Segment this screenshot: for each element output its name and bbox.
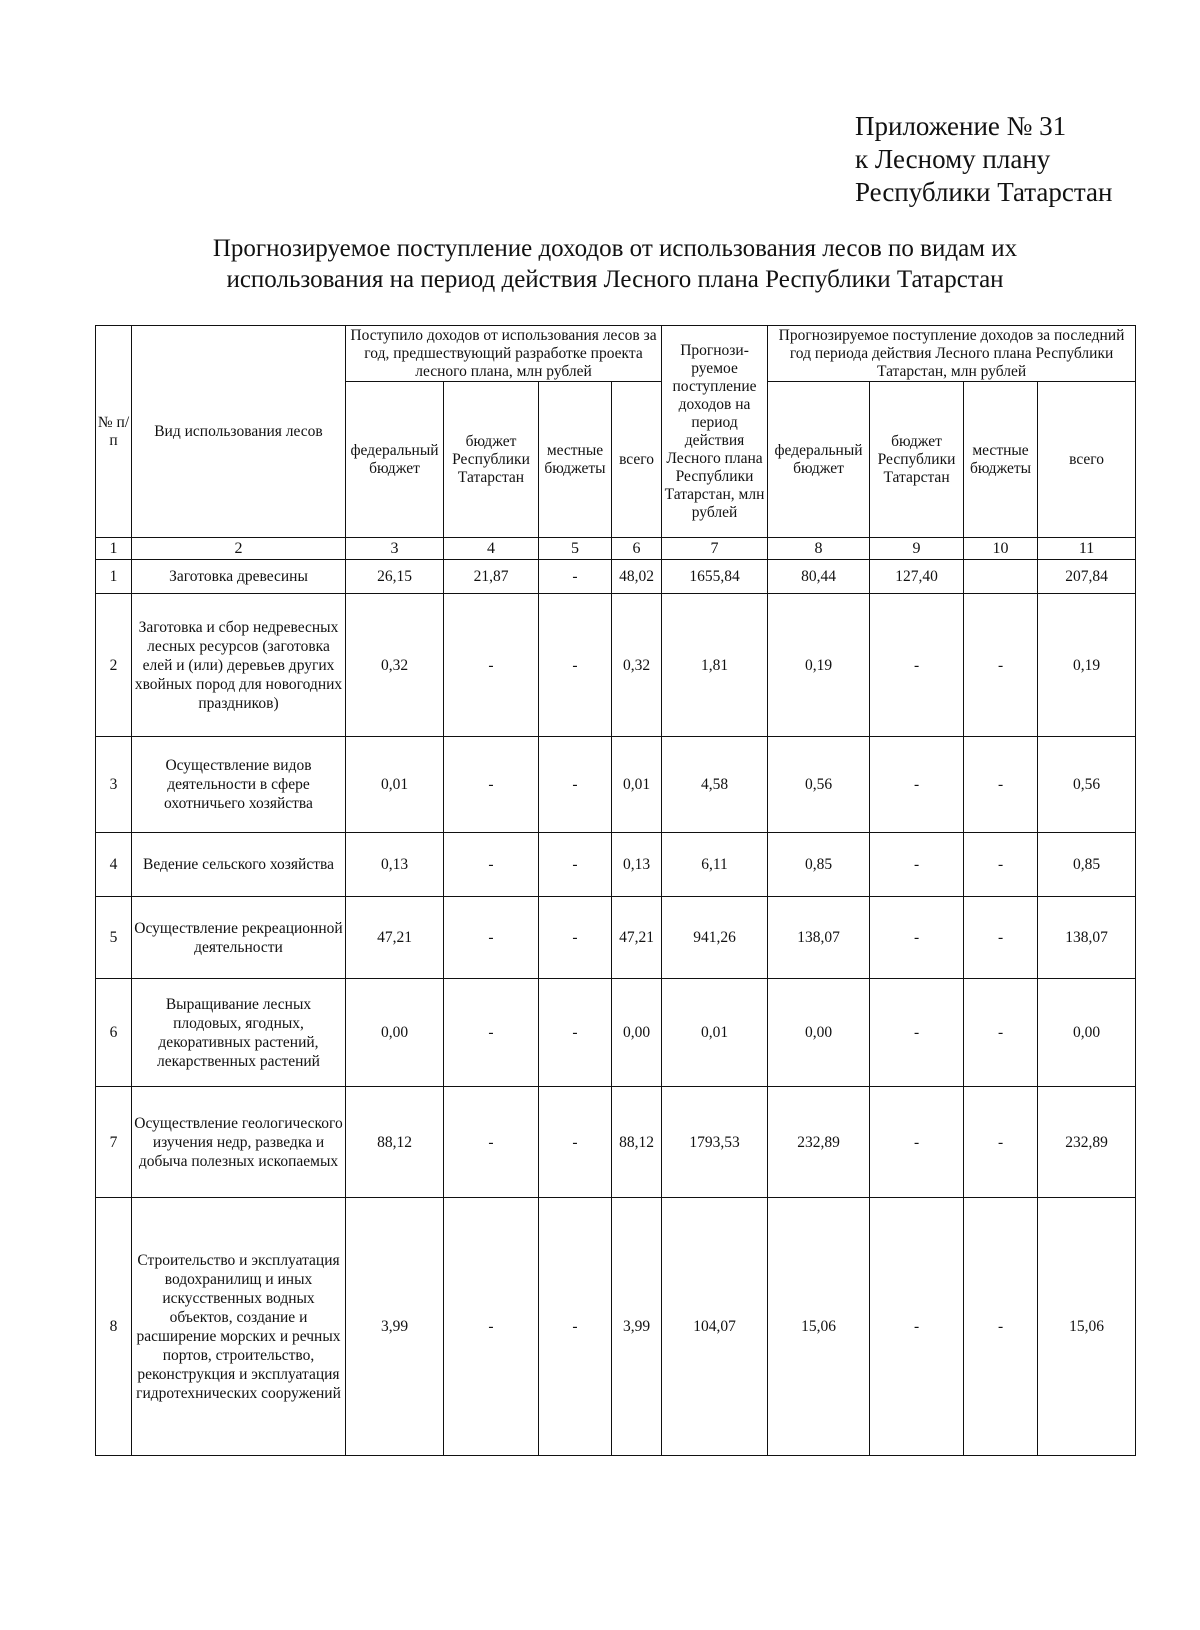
cell-forecast-republic: -: [870, 897, 964, 979]
cell-federal: 3,99: [346, 1198, 444, 1456]
column-number: 9: [870, 538, 964, 560]
cell-total: 3,99: [612, 1198, 662, 1456]
table-row: [96, 1087, 1136, 1198]
cell-forecast-total-last: 0,00: [1038, 979, 1136, 1087]
cell-forecast-republic: 127,40: [870, 560, 964, 594]
row-number: 3: [96, 737, 132, 833]
cell-forecast-local: -: [964, 833, 1038, 897]
cell-forecast-total: 1655,84: [662, 560, 768, 594]
cell-total: 0,01: [612, 737, 662, 833]
cell-forecast-total-last: 0,19: [1038, 594, 1136, 737]
column-number: 10: [964, 538, 1038, 560]
title-line-2: использования на период действия Лесного плана Республики Татарстан: [226, 266, 1004, 293]
cell-forecast-local: -: [964, 979, 1038, 1087]
cell-local: -: [539, 833, 612, 897]
row-number: 2: [96, 594, 132, 737]
cell-total: 47,21: [612, 897, 662, 979]
table-row: [96, 560, 1136, 594]
cell-forecast-total: 1,81: [662, 594, 768, 737]
cell-republic: -: [444, 979, 539, 1087]
cell-federal: 0,32: [346, 594, 444, 737]
appendix-note: [855, 110, 1112, 209]
column-number: 8: [768, 538, 870, 560]
header-forecast-group: Прогнозируемое поступление доходов за последний год периода действия Лесного плана Республики Татарстан, млн рублей: [768, 326, 1136, 382]
cell-forecast-total-last: 0,56: [1038, 737, 1136, 833]
appendix-line-1: Приложение № 31: [855, 111, 1067, 141]
cell-local: -: [539, 1087, 612, 1198]
cell-forecast-federal: 0,19: [768, 594, 870, 737]
cell-forecast-total-last: 138,07: [1038, 897, 1136, 979]
cell-federal: 0,00: [346, 979, 444, 1087]
column-number: 1: [96, 538, 132, 560]
cell-forecast-local: -: [964, 737, 1038, 833]
row-kind: Заготовка древесины: [132, 560, 346, 594]
row-number: 7: [96, 1087, 132, 1198]
row-kind: Заготовка и сбор недревесных лесных ресурсов (заготовка елей и (или) деревьев других хвойных пород для новогодних праздников): [132, 594, 346, 737]
cell-forecast-republic: -: [870, 737, 964, 833]
cell-forecast-total-last: 15,06: [1038, 1198, 1136, 1456]
header-federal: федеральный бюджет: [346, 382, 444, 538]
cell-forecast-republic: -: [870, 594, 964, 737]
cell-forecast-republic: -: [870, 979, 964, 1087]
row-kind: Осуществление видов деятельности в сфере охотничьего хозяйства: [132, 737, 346, 833]
header-federal: федеральный бюджет: [768, 382, 870, 538]
cell-total: 48,02: [612, 560, 662, 594]
cell-local: -: [539, 594, 612, 737]
cell-forecast-local: [964, 560, 1038, 594]
column-number: 5: [539, 538, 612, 560]
cell-forecast-total-last: 207,84: [1038, 560, 1136, 594]
cell-total: 0,00: [612, 979, 662, 1087]
header-local: местные бюджеты: [539, 382, 612, 538]
header-forecast-total: Прогнози-руемое поступление доходов на период действия Лесного плана Республики Татарстан, млн рублей: [662, 326, 768, 538]
header-kind: Вид использования лесов: [132, 326, 346, 538]
cell-total: 88,12: [612, 1087, 662, 1198]
cell-forecast-total: 941,26: [662, 897, 768, 979]
cell-forecast-local: -: [964, 1198, 1038, 1456]
cell-forecast-local: -: [964, 594, 1038, 737]
cell-forecast-federal: 0,00: [768, 979, 870, 1087]
cell-forecast-federal: 232,89: [768, 1087, 870, 1198]
cell-federal: 0,13: [346, 833, 444, 897]
cell-federal: 47,21: [346, 897, 444, 979]
cell-federal: 88,12: [346, 1087, 444, 1198]
cell-republic: -: [444, 897, 539, 979]
cell-republic: -: [444, 594, 539, 737]
table-row: [96, 594, 1136, 737]
cell-forecast-total: 0,01: [662, 979, 768, 1087]
row-number: 6: [96, 979, 132, 1087]
cell-forecast-republic: -: [870, 833, 964, 897]
cell-total: 0,13: [612, 833, 662, 897]
cell-republic: -: [444, 737, 539, 833]
row-number: 5: [96, 897, 132, 979]
column-number: 2: [132, 538, 346, 560]
row-number: 8: [96, 1198, 132, 1456]
cell-total: 0,32: [612, 594, 662, 737]
cell-republic: -: [444, 1087, 539, 1198]
table-row: [96, 833, 1136, 897]
header-total: всего: [1038, 382, 1136, 538]
cell-forecast-total: 104,07: [662, 1198, 768, 1456]
column-number: 11: [1038, 538, 1136, 560]
cell-forecast-total: 6,11: [662, 833, 768, 897]
cell-forecast-republic: -: [870, 1087, 964, 1198]
row-number: 4: [96, 833, 132, 897]
document-title: [100, 233, 1130, 295]
cell-forecast-federal: 80,44: [768, 560, 870, 594]
header-row-1: [96, 326, 1136, 382]
cell-forecast-total: 1793,53: [662, 1087, 768, 1198]
title-line-1: Прогнозируемое поступление доходов от использования лесов по видам их: [212, 235, 1018, 262]
row-kind: Ведение сельского хозяйства: [132, 833, 346, 897]
cell-republic: -: [444, 833, 539, 897]
row-kind: Осуществление геологического изучения недр, разведка и добыча полезных ископаемых: [132, 1087, 346, 1198]
cell-forecast-total: 4,58: [662, 737, 768, 833]
header-republic: бюджет Республики Татарстан: [870, 382, 964, 538]
cell-local: -: [539, 737, 612, 833]
row-kind: Осуществление рекреационной деятельности: [132, 897, 346, 979]
cell-forecast-total-last: 232,89: [1038, 1087, 1136, 1198]
header-num: № п/п: [96, 326, 132, 538]
row-number: 1: [96, 560, 132, 594]
income-table: [95, 325, 1136, 1456]
cell-forecast-federal: 138,07: [768, 897, 870, 979]
header-republic: бюджет Республики Татарстан: [444, 382, 539, 538]
table-row: [96, 1198, 1136, 1456]
cell-forecast-federal: 0,85: [768, 833, 870, 897]
cell-forecast-local: -: [964, 897, 1038, 979]
cell-forecast-local: -: [964, 1087, 1038, 1198]
cell-local: -: [539, 979, 612, 1087]
header-received-group: Поступило доходов от использования лесов за год, предшествующий разработке проекта лесного плана, млн рублей: [346, 326, 662, 382]
column-number: 4: [444, 538, 539, 560]
cell-forecast-federal: 0,56: [768, 737, 870, 833]
row-kind: Выращивание лесных плодовых, ягодных, декоративных растений, лекарственных растений: [132, 979, 346, 1087]
row-kind: Строительство и эксплуатация водохранилищ и иных искусственных водных объектов, создание и расширение морских и речных портов, строительство, реконструкция и эксплуатация гидротехнических сооружений: [132, 1198, 346, 1456]
appendix-line-2: к Лесному плану: [855, 144, 1051, 174]
column-number: 6: [612, 538, 662, 560]
cell-local: -: [539, 560, 612, 594]
cell-local: -: [539, 1198, 612, 1456]
cell-forecast-total-last: 0,85: [1038, 833, 1136, 897]
cell-forecast-republic: -: [870, 1198, 964, 1456]
cell-local: -: [539, 897, 612, 979]
cell-republic: 21,87: [444, 560, 539, 594]
cell-federal: 26,15: [346, 560, 444, 594]
cell-republic: -: [444, 1198, 539, 1456]
cell-forecast-federal: 15,06: [768, 1198, 870, 1456]
table-row: [96, 979, 1136, 1087]
header-total: всего: [612, 382, 662, 538]
appendix-line-3: Республики Татарстан: [855, 177, 1113, 207]
table-row: [96, 737, 1136, 833]
header-local: местные бюджеты: [964, 382, 1038, 538]
table-row: [96, 897, 1136, 979]
column-number: 7: [662, 538, 768, 560]
column-number: 3: [346, 538, 444, 560]
column-numbers-row: [96, 538, 1136, 560]
cell-federal: 0,01: [346, 737, 444, 833]
